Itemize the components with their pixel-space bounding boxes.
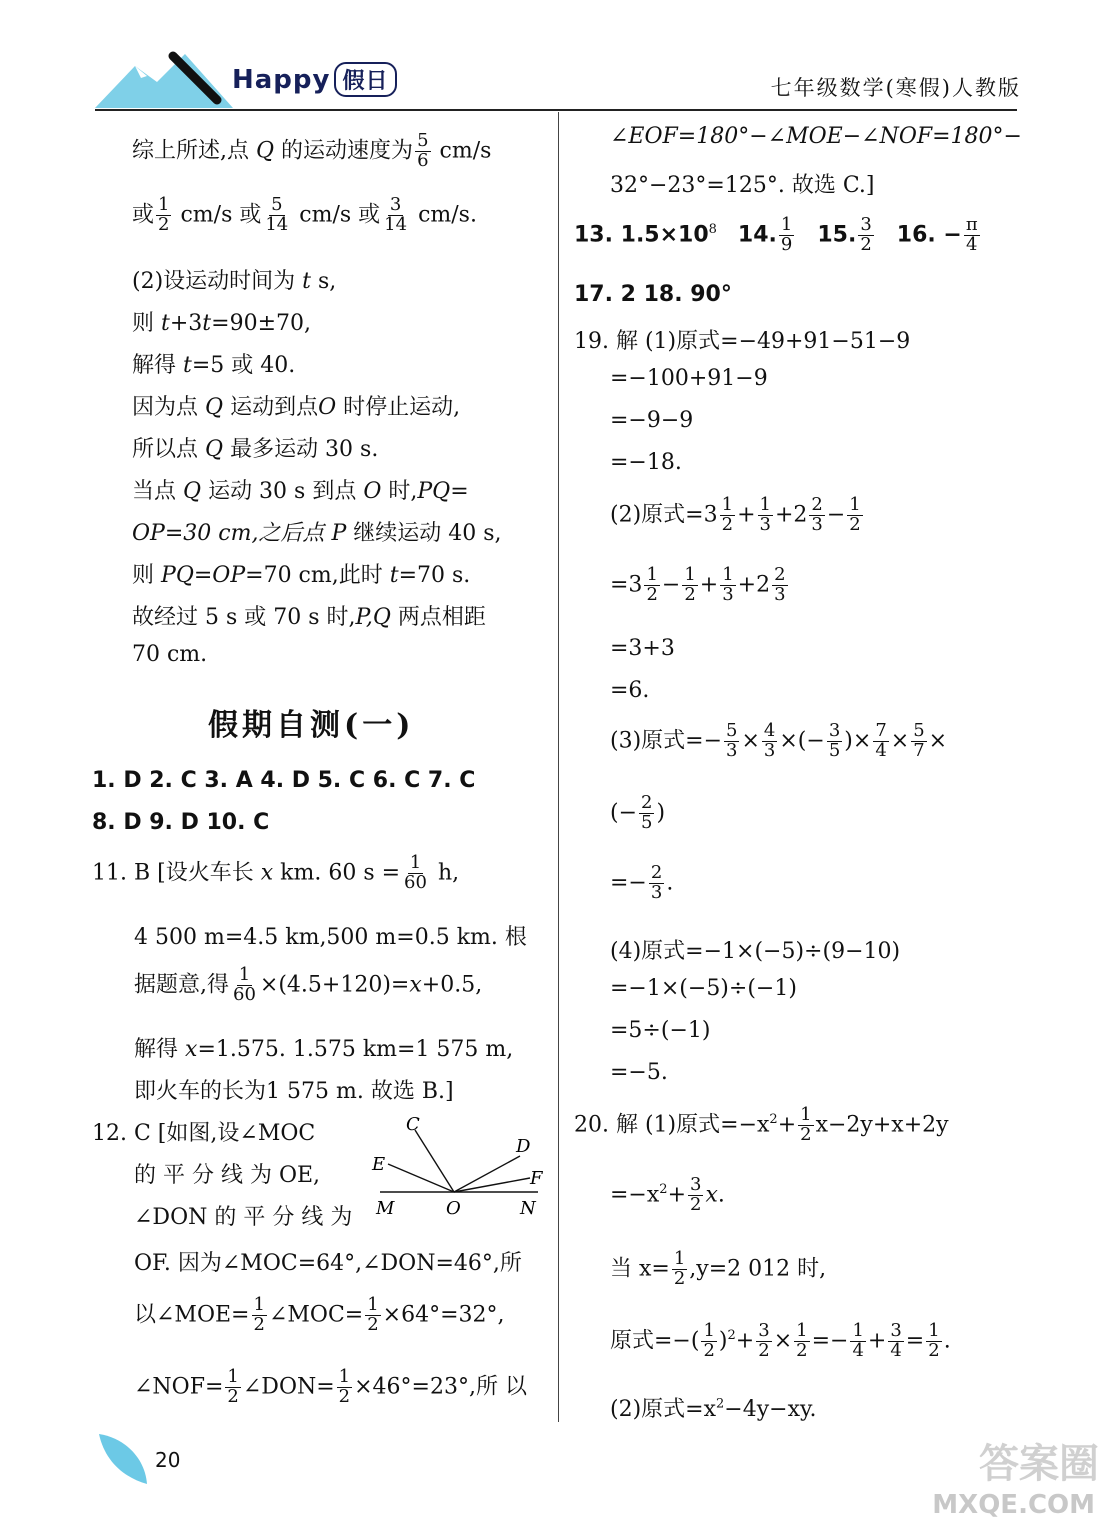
text-line: 因为点 Q 运动到点O 时停止运动,: [132, 395, 461, 420]
text-line: ∠EOF=180°−∠MOE−∠NOF=180°−: [610, 124, 1022, 149]
text-line: 当 x= $\frac{1}{2}$ ,y=2 012 时,: [610, 1248, 827, 1289]
text-line: 32°−23°=125°. 故选 C.]: [610, 173, 875, 198]
text-line: 的 平 分 线 为 OE,: [134, 1163, 321, 1188]
text-line: =−5.: [610, 1060, 668, 1085]
text-line: OP=30 cm,之后点 P 继续运动 40 s,: [132, 521, 502, 546]
text-line: =6.: [610, 678, 650, 703]
logo-text: Happy 假日: [232, 62, 397, 97]
text-line: 以∠MOE= $\frac{1}{2}$ ∠MOC= $\frac{1}{2}$ ×64°=32°,: [134, 1294, 505, 1335]
text-line: ∠NOF= $\frac{1}{2}$ ∠DON= $\frac{1}{2}$ ×46°=23°,所 以: [134, 1366, 527, 1407]
text-line: 20. 解 (1)原式$=-x^2+$ $\frac{1}{2}$ x−2y+x+2y: [574, 1104, 949, 1145]
label-C: C: [406, 1114, 420, 1135]
text-line: =− $\frac{2}{3}$ .: [610, 862, 674, 903]
text-line: 4 500 m=4.5 km,500 m=0.5 km. 根: [134, 925, 527, 950]
text-line: 原式=−( $\frac{1}{2}$ )$^2$+ $\frac{3}{2}$ × $\frac{1}{2}$ =− $\frac{1}{4}$ + $\frac{3}{4}$ = $\frac{1}{2}$ .: [610, 1320, 951, 1361]
book-title: 七年级数学(寒假)人教版: [770, 76, 1021, 100]
text-line: 17. 2 18. 90°: [574, 282, 732, 307]
text-line: 当点 Q 运动 30 s 到点 O 时,PQ=: [132, 479, 469, 504]
page-header: [0, 0, 1109, 118]
text-line: 11. B [设火车长 x km. 60 s = $\frac{1}{60}$ h,: [92, 852, 460, 893]
section-title: 假期自测(一): [208, 708, 415, 743]
label-N: N: [520, 1198, 536, 1219]
text-line: =3 $\frac{1}{2}$ − $\frac{1}{2}$ + $\frac{1}{3}$ +2 $\frac{2}{3}$: [610, 564, 786, 605]
text-line: =−100+91−9: [610, 366, 768, 391]
header-rule: [95, 109, 1017, 111]
text-line: 则 t+3t=90±70,: [132, 311, 311, 336]
page-number: 20: [155, 1448, 181, 1472]
watermark-url: MXQE.COM: [932, 1490, 1095, 1520]
text-line: 70 cm.: [132, 642, 208, 667]
answer-line: 8. D 9. D 10. C: [92, 810, 270, 835]
text-line: =3+3: [610, 636, 675, 661]
ray-OC: [415, 1130, 454, 1192]
label-O: O: [446, 1198, 461, 1219]
text-line: (4)原式=−1×(−5)÷(9−10): [610, 939, 901, 964]
text-line: 解得 t=5 或 40.: [132, 353, 296, 378]
text-line: 13. $1.5\times 10^8$ 14. $\frac{1}{9}$ 15. $\frac{3}{2}$ 16. − $\frac{\pi}{4}$: [574, 214, 978, 255]
text-line: 19. 解 (1)原式=−49+91−51−9: [574, 329, 911, 354]
watermark-logo: 答案圈: [979, 1441, 1099, 1487]
text-line: $=-x^2+$ $\frac{3}{2}$ x.: [610, 1174, 725, 1215]
label-D: D: [516, 1136, 531, 1157]
text-line: 12. C [如图,设∠MOC: [92, 1121, 316, 1146]
text-line: (− $\frac{2}{5}$ ): [610, 792, 666, 833]
mountain-logo-icon: [95, 48, 235, 110]
angle-diagram: [370, 1112, 550, 1222]
text-line: =−18.: [610, 450, 682, 475]
text-line: =5÷(−1): [610, 1018, 711, 1043]
label-M: M: [376, 1198, 395, 1219]
text-line: OF. 因为∠MOC=64°,∠DON=46°,所: [134, 1251, 522, 1276]
text-line: =−9−9: [610, 408, 694, 433]
text-line: (2)设运动时间为 t s,: [132, 269, 337, 294]
text-line: (2)原式=3 $\frac{1}{2}$ + $\frac{1}{3}$ +2 $\frac{2}{3}$ − $\frac{1}{2}$: [610, 494, 861, 535]
text-line: 故经过 5 s 或 70 s 时,P,Q 两点相距: [132, 605, 486, 630]
text-line: 或 $\frac{1}{2}$ cm/s 或 $\frac{5}{14}$ cm/s 或 $\frac{3}{14}$ cm/s.: [132, 194, 477, 235]
label-E: E: [372, 1154, 386, 1175]
label-F: F: [530, 1168, 543, 1189]
leaf-corner-icon: [95, 1428, 155, 1488]
text-line: 据题意,得 $\frac{1}{60}$ ×(4.5+120)=x+0.5,: [134, 964, 483, 1005]
column-divider: [558, 112, 559, 1422]
text-line: (3)原式=− $\frac{5}{3}$ × $\frac{4}{3}$ ×(− $\frac{3}{5}$ )× $\frac{7}{4}$ × $\frac{5}{7}$ ×: [610, 720, 948, 761]
text-line: 综上所述,点 Q 的运动速度为 $\frac{5}{6}$ cm/s: [132, 130, 492, 171]
text-line: ∠DON 的 平 分 线 为: [134, 1205, 353, 1230]
text-line: 所以点 Q 最多运动 30 s.: [132, 437, 379, 462]
ray-OE: [388, 1164, 454, 1192]
text-line: 解得 x=1.575. 1.575 km=1 575 m,: [134, 1037, 514, 1062]
text-line: 则 PQ=OP=70 cm,此时 t=70 s.: [132, 563, 471, 588]
text-line: 即火车的长为1 575 m. 故选 B.]: [134, 1079, 454, 1104]
answer-line: 1. D 2. C 3. A 4. D 5. C 6. C 7. C: [92, 768, 476, 793]
text-line: (2)原式$=x^2-4y-xy$.: [610, 1396, 817, 1422]
text-line: =−1×(−5)÷(−1): [610, 976, 797, 1001]
